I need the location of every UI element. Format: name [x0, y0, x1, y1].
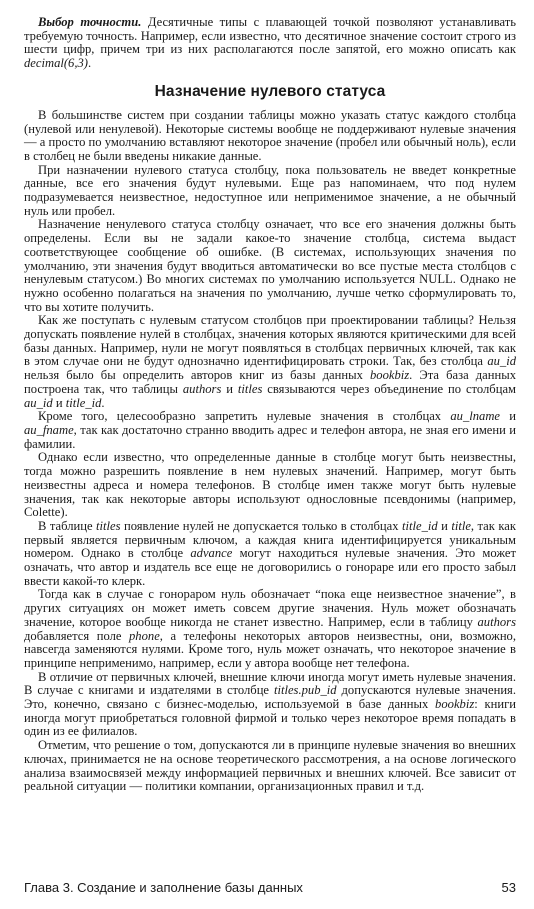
paragraph-text: При назначении нулевого статуса столбцу, пока пользователь не введет конкретные данные, все его значения будут нулевыми. Еще раз напоминаем, что под нулем подразумевается неизвестное, недоступное или неприменимое значение, а не обычный нуль или пробел.: [24, 162, 516, 218]
intro-code-decimal: decimal(6,3): [24, 56, 88, 71]
identifier-text: title: [451, 518, 471, 533]
paragraph-text: и: [221, 381, 238, 396]
body-paragraph: [24, 109, 516, 164]
identifier-text: titles: [96, 518, 121, 533]
identifier-text: advance: [190, 546, 233, 561]
paragraph-list: [24, 109, 516, 794]
paragraph-text: : книги иногда могут приобретаться головной фирмой и только через некоторое время попадать в один из ее филиалов.: [24, 697, 516, 739]
body-paragraph: [24, 588, 516, 670]
identifier-text: au_id: [487, 354, 516, 369]
paragraph-text: , так как первый является первичным ключом, а каждая книга идентифицируется уникальным номером. Однако в столбце: [24, 518, 516, 561]
paragraph-text: , так как достаточно странно вводить адрес и телефон автора, не зная его имени и фамилии.: [24, 422, 516, 451]
paragraph-text: и: [437, 518, 452, 533]
section-title: Назначение нулевого статуса: [154, 82, 386, 100]
paragraph-text: Тогда как в случае с гонораром нуль обозначает “пока еще неизвестное значение”, в других ситуациях он может иметь совсем другие значения. Нуль может обозначать значение, которое вообще никогда не станет известно. Например, если в таблицу: [24, 587, 516, 629]
body-paragraph: [24, 218, 516, 314]
identifier-text: authors: [477, 614, 516, 629]
intro-text-1: Десятичные типы с плавающей точкой позволяют устанавливать требуемую точность. Например, если известно, что десятичное значение состоит строго из шести цифр, причем три из них располагаются после запятой, его можно описать как: [24, 15, 516, 57]
paragraph-text: В отличие от первичных ключей, внешние ключи иногда могут иметь нулевые значения. В случае с книгами и издателями в столбце: [24, 669, 516, 698]
paragraph-text: В таблице: [38, 518, 97, 533]
paragraph-text: .: [101, 395, 105, 410]
body-paragraph: [24, 314, 516, 410]
identifier-text: title_id: [401, 518, 438, 533]
body-paragraph: [24, 451, 516, 520]
identifier-text: au_id: [24, 395, 53, 410]
body-paragraph: [24, 739, 516, 794]
paragraph-text: Однако если известно, что определенные данные в столбце могут быть неизвестны, тогда можно разрешить появление в нем нулевых значений. Например, могут быть неизвестны адреса и номера телефонов. В столбце имен также могут быть нулевые значения, так как некоторые авторы используют однословные псевдонимы (например, Colette).: [24, 450, 516, 520]
paragraph-text: связываются через объединение по столбцам: [262, 381, 517, 396]
body-paragraph: [24, 520, 516, 589]
paragraph-text: и: [52, 395, 66, 410]
body-paragraph: [24, 671, 516, 740]
paragraph-text: Кроме того, целесообразно запретить нулевые значения в столбцах: [38, 409, 451, 424]
paragraph-text: Как же поступать с нулевым статусом столбцов при проектировании таблицы? Нельзя допускать появление нулей в столбцах, значения которых являются критическими для всей базы данных. Например, нули не могут появляться в столбцах первичных ключей, так как в этом случае они не будут однозначно идентифицировать строки. Так, без столбца: [24, 313, 516, 369]
identifier-text: au_fname: [24, 422, 74, 437]
identifier-text: phone: [129, 628, 160, 643]
body-paragraph: [24, 164, 516, 219]
intro-paragraph: [24, 16, 516, 71]
page-number: 53: [501, 880, 516, 895]
identifier-text: authors: [182, 381, 222, 396]
paragraph-text: могут находиться нулевые значения. Это может означать, что автор и издатель все еще не договорились о гонораре или его просто забыл ввести какой-то клерк.: [24, 546, 516, 588]
identifier-text: title_id: [65, 395, 102, 410]
intro-text-2: .: [88, 56, 92, 71]
page-body: [24, 16, 516, 794]
identifier-text: titles: [237, 381, 263, 396]
paragraph-text: появление нулей не допускается только в столбцах: [120, 518, 402, 533]
paragraph-text: нельзя было бы определить авторов книг из базы данных: [24, 368, 370, 383]
identifier-text: titles.pub_id: [273, 683, 337, 698]
identifier-text: bookbiz: [435, 697, 475, 712]
body-paragraph: [24, 410, 516, 451]
footer-chapter-title: Глава 3. Создание и заполнение базы данных: [24, 880, 303, 895]
paragraph-text: Отметим, что решение о том, допускаются ли в принципе нулевые значения во внешних ключах, принимается не на основе теоретического рассмотрения, а на основе логического анализа взаимосвязей между информацией первичных и внешних ключей. Все зависит от реальной ситуации — политики компании, организационных правил и т.д.: [24, 738, 516, 794]
paragraph-text: . Эта база данных построена так, что таблицы: [24, 368, 516, 396]
paragraph-text: В большинстве систем при создании таблицы можно указать статус каждого столбца (нулевой или ненулевой). Некоторые системы вообще не поддерживают нулевые значения — а просто по умолчанию вставляют некоторое значение (пробел или обычный ноль), если в столбец не были введены никакие данные.: [24, 107, 516, 163]
paragraph-text: , а телефоны некоторых авторов неизвестны, они, возможно, навсегда заменяются нулями. Кроме того, нуль может означать, что некоторое значение в принципе неприменимо, например, если у автора вообще нет телефона.: [24, 628, 517, 670]
paragraph-text: добавляется поле: [24, 628, 129, 643]
identifier-text: bookbiz: [369, 368, 410, 383]
paragraph-text: и: [500, 409, 516, 424]
runin-label: Выбор точности.: [38, 15, 142, 29]
identifier-text: au_lname: [450, 409, 501, 424]
page-footer: [24, 880, 516, 898]
paragraph-text: Назначение ненулевого статуса столбцу означает, что все его значения должны быть определены. Если вы не задали какое-то значение столбца, система выдаст соответствующее сообщение об ошибке. (В системах, использующих значения по умолчанию, эти значения будут вводиться автоматически во все пустые места столбцов с ненулевым статусом.) Во многих системах по умолчанию используется NULL. Однако не нужно особенно полагаться на значения по умолчанию, лучше четко сформулировать то, что вы хотите получить.: [24, 217, 516, 314]
paragraph-text: допускаются нулевые значения. Это, конечно, связано с бизнес-моделью, используемой в базе данных: [24, 683, 517, 712]
